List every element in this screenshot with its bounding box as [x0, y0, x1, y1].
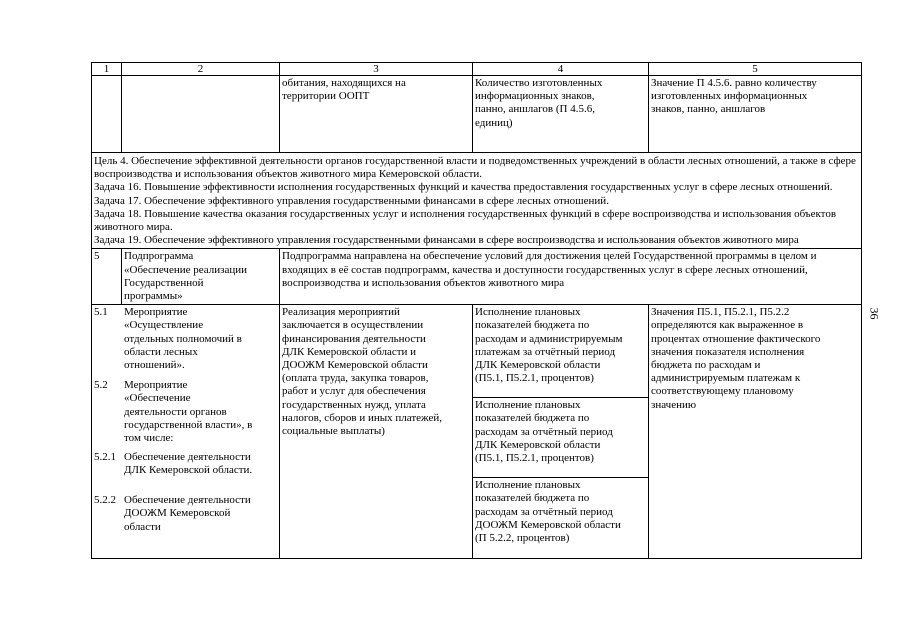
task-text: Задача 18. Повышение качества оказания государственных услуг и исполнения государственных функций в сфере воспроизводства и использования объектов животного мира.: [94, 207, 837, 234]
subprogram-number: 5: [92, 249, 122, 305]
realization-text: Реализация мероприятий заключается в осуществлении финансирования деятельности ДЛК Кемеровской области и ДООЖМ Кемеровской области (оплата труда, закупка товаров, работ и услуг для обеспечения государственных нужд, уплата налогов, сборов и иных платежей, социальные выплаты): [282, 306, 443, 438]
table-cell: [280, 76, 473, 153]
goal-row: [92, 153, 862, 249]
continuation-row: [92, 76, 862, 153]
values-note: Значения П5.1, П5.2.1, П5.2.2 определяются как выраженное в процентах отношение фактического значения показателя исполнения бюджета по расходам и администрируемым платежам к соответствующему плановому значению: [651, 306, 821, 411]
header-cell: 2: [122, 63, 280, 76]
measure-text: Обеспечение деятельности ДООЖМ Кемеровской области: [124, 494, 251, 533]
task-text: Задача 19. Обеспечение эффективного управления государственными финансами в сфере воспроизводства и использования объектов животного мира: [94, 234, 799, 247]
measure-number: 5.2.1: [94, 451, 116, 464]
goal-cell: [92, 153, 862, 249]
table-cell: [122, 76, 280, 153]
measure-text: Обеспечение деятельности ДЛК Кемеровской области.: [124, 451, 253, 477]
task-text: Задача 17. Обеспечение эффективного управления государственными финансами в сфере лесных отношений.: [94, 194, 609, 207]
header-cell: 4: [473, 63, 649, 76]
measure-number: 5.1: [94, 306, 108, 319]
subprogram-description: Подпрограмма направлена на обеспечение условий для достижения целей Государственной программы в целом и входящих в её состав подпрограмм, качества и доступности государственных услуг в сфере лесных отношений, воспроизводства и использования объектов животного мира: [280, 249, 862, 305]
measures-row: [92, 305, 862, 559]
header-cell: 3: [280, 63, 473, 76]
subprogram-row: [92, 249, 862, 305]
measure-text: Мероприятие «Осуществление отдельных полномочий в области лесных отношений».: [124, 306, 242, 372]
table-cell: [92, 76, 122, 153]
task-text: Задача 16. Повышение эффективности исполнения государственных функций и качества предоставления государственных услуг в сфере лесных отношений.: [94, 181, 833, 194]
goal-text: Цель 4. Обеспечение эффективной деятельности органов государственной власти и подведомственных учреждений в области лесных отношений, а также в сфере воспроизводства и использования объектов животного мира Кемеровской области.: [94, 155, 856, 181]
indicator: Исполнение плановых показателей бюджета по расходам и администрируемым платежам за отчётный период ДЛК Кемеровской области (П5.1, П5.2.1, процентов): [473, 305, 648, 398]
table-cell: [280, 305, 473, 559]
page-number: 36: [867, 307, 882, 320]
measure-number: 5.2.2: [94, 494, 116, 507]
header-row: [92, 63, 862, 76]
measures-cell: [92, 305, 280, 559]
signs-count-text: Количество изготовленных информационных знаков, панно, аншлагов (П 4.5.6, единиц): [475, 77, 603, 129]
indicators-cell: [473, 305, 649, 559]
header-cell: 5: [649, 63, 862, 76]
subprogram-name: Подпрограмма «Обеспечение реализации Государственной программы»: [124, 250, 248, 303]
measure-number: 5.2: [94, 379, 108, 392]
measure-text: Мероприятие «Обеспечение деятельности органов государственной власти», в том числе:: [124, 379, 253, 445]
table-cell: [122, 249, 280, 305]
indicator: Исполнение плановых показателей бюджета по расходам за отчётный период ДЛК Кемеровской области (П5.1, П5.2.1, процентов): [473, 398, 648, 478]
indicator: Исполнение плановых показателей бюджета по расходам за отчётный период ДООЖМ Кемеровской области (П 5.2.2, процентов): [475, 479, 621, 545]
table-cell: [473, 76, 649, 153]
header-cell: 1: [92, 63, 122, 76]
table-cell: [649, 305, 862, 559]
table-cell: [649, 76, 862, 153]
program-table: [91, 62, 862, 559]
signs-value-text: Значение П 4.5.6. равно количеству изготовленных информационных знаков, панно, аншлагов: [651, 77, 817, 116]
habitat-text: обитания, находящихся на территории ООПТ: [282, 77, 406, 103]
